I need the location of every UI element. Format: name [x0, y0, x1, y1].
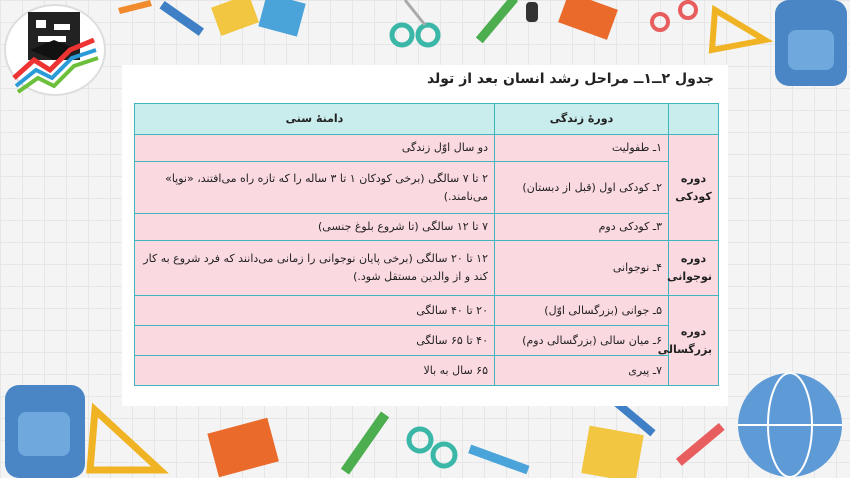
book-icon	[207, 418, 279, 478]
notebook-icon	[258, 0, 305, 37]
table-row	[135, 356, 719, 386]
age-cell: ۴۰ تا ۶۵ سالگی	[135, 326, 495, 356]
phase-cell: دوره کودکی	[669, 135, 719, 241]
age-cell: دو سال اوّل زندگی	[135, 135, 495, 162]
marker-icon	[476, 0, 518, 43]
crayon-icon	[118, 0, 152, 14]
ruler-triangle-icon	[90, 410, 160, 470]
scissors-icon	[652, 2, 696, 30]
scissors-icon	[392, 0, 438, 45]
book-icon	[558, 0, 618, 40]
growth-stages-table	[134, 103, 719, 386]
backpack-icon	[5, 385, 85, 478]
stage-cell: ۵ـ جوانی (بزرگسالی اوّل)	[495, 296, 669, 326]
ruler-triangle-icon	[712, 10, 765, 50]
table-row	[135, 296, 719, 326]
table-header-row	[135, 104, 719, 135]
marker-icon	[468, 445, 529, 475]
stage-cell: ۶ـ میان سالی (بزرگسالی دوم)	[495, 326, 669, 356]
phase-cell: دوره بزرگسالی	[669, 296, 719, 386]
age-cell: ۲ تا ۷ سالگی (برخی کودکان ۱ تا ۳ ساله را که تازه راه می‌افتند، «نوپا» می‌نامند.)	[135, 162, 495, 214]
clip-icon	[526, 2, 538, 22]
notebook-icon	[581, 426, 643, 478]
stage-cell: ۱ـ طفولیت	[495, 135, 669, 162]
table-title: جدول ۲ــ۱ــ مراحل رشد انسان بعد از تولد	[426, 71, 714, 87]
table-row	[135, 241, 719, 296]
backpack-icon	[775, 0, 847, 86]
phase-cell: دوره نوجوانی	[669, 241, 719, 296]
table-row	[135, 162, 719, 214]
age-cell: ۲۰ تا ۴۰ سالگی	[135, 296, 495, 326]
age-cell: ۶۵ سال به بالا	[135, 356, 495, 386]
scissors-icon	[409, 429, 455, 466]
table-row	[135, 135, 719, 162]
age-cell: ۱۲ تا ۲۰ سالگی (برخی پایان نوجوانی را زمانی می‌دانند که فرد شروع به کار کند و از والدین مستقل شود.)	[135, 241, 495, 296]
table-row	[135, 214, 719, 241]
header-age-range: دامنهٔ سنی	[135, 104, 495, 135]
stage-cell: ۷ـ پیری	[495, 356, 669, 386]
table-row	[135, 326, 719, 356]
book-icon	[211, 0, 259, 36]
age-cell: ۷ تا ۱۲ سالگی (تا شروع بلوغ جنسی)	[135, 214, 495, 241]
header-corner	[669, 104, 719, 135]
stage-cell: ۴ـ نوجوانی	[495, 241, 669, 296]
stage-cell: ۲ـ کودکی اول (قبل از دبستان)	[495, 162, 669, 214]
stage-cell: ۳ـ کودکی دوم	[495, 214, 669, 241]
logo-graphic	[6, 6, 104, 94]
table-card	[122, 65, 728, 406]
logo	[4, 4, 106, 96]
header-stage: دورهٔ زندگی	[495, 104, 669, 135]
globe-icon	[738, 373, 842, 477]
pencil-icon	[341, 411, 389, 474]
pencil-icon	[159, 1, 203, 36]
crayon-icon	[676, 423, 725, 466]
